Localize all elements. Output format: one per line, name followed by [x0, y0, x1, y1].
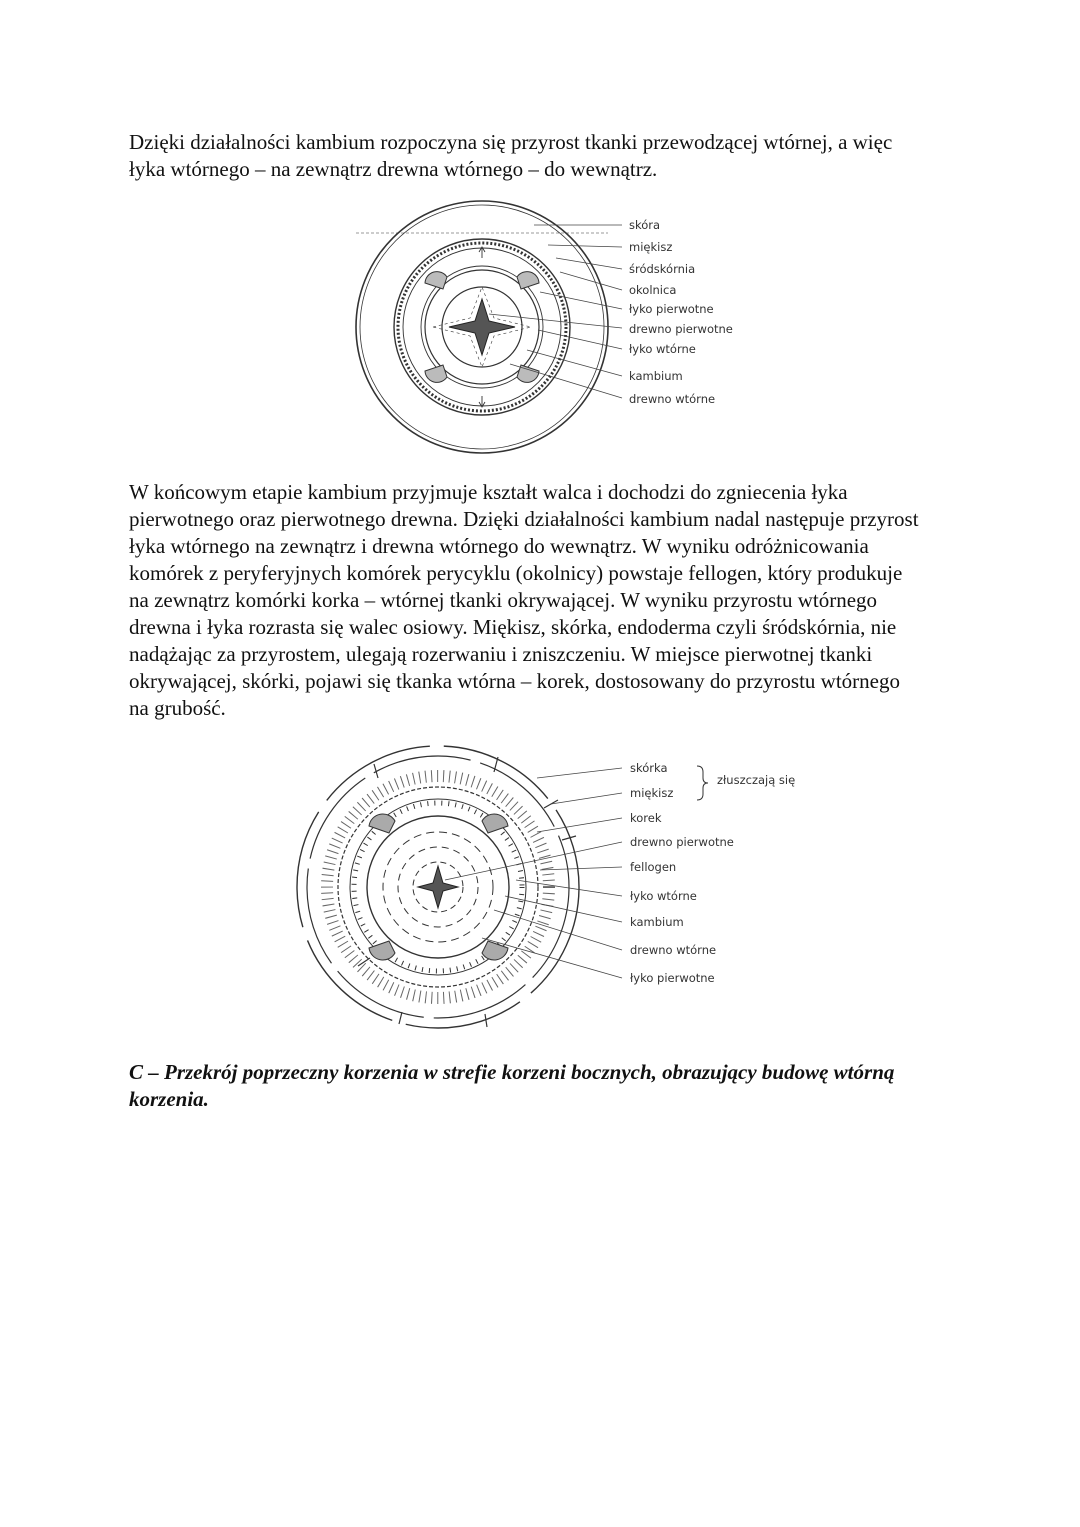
- intro-line: Dzięki działalności kambium rozpoczyna się przyrost tkanki przewodzącej wtórnej, a więc: [129, 130, 893, 154]
- label-srodskornia: śródskórnia: [629, 262, 696, 276]
- figure-early-secondary-root-section: [340, 195, 740, 460]
- figure1-labels: [629, 218, 733, 406]
- figure1-drawing: [356, 201, 608, 453]
- crushed-phloem-se: [482, 941, 508, 960]
- body-line: okrywającej, skórki, pojawi się tkanka wtórna – korek, dostosowany do przyrostu wtórnego: [129, 669, 900, 693]
- skin-tear-marks: [358, 757, 576, 1027]
- body-paragraph: [129, 479, 959, 722]
- label-fellogen: fellogen: [630, 860, 677, 874]
- figure2-leaders: [445, 768, 622, 978]
- body-line: na zewnątrz komórki korka – wtórnej tkanki okrywającej. W wyniku przyrostu wtórnego: [129, 588, 878, 612]
- label-drewno-wtorne-2: drewno wtórne: [630, 943, 717, 957]
- figure-late-secondary-root-section: [295, 735, 795, 1040]
- body-line: nadążając za przyrostem, ulegają rozerwaniu i zniszczeniu. W miejsce pierwotnej tkanki: [129, 642, 873, 666]
- label-lyko-wtorne-2: łyko wtórne: [630, 889, 697, 903]
- figure2-labels: [630, 761, 795, 985]
- body-line: drewna i łyka rozrasta się walec osiowy. Miękisz, skórka, endoderma czyli śródskórnia, nie: [129, 615, 897, 639]
- label-drewno-pierwotne: drewno pierwotne: [629, 322, 733, 336]
- section-caption: [129, 1059, 959, 1113]
- figure1-leaders: [489, 225, 622, 398]
- label-skorka: skórka: [630, 761, 668, 775]
- label-kambium-2: kambium: [630, 915, 684, 929]
- caption-line: korzenia.: [129, 1087, 209, 1111]
- label-lyko-pierwotne: łyko pierwotne: [629, 302, 714, 316]
- body-line: pierwotnego oraz pierwotnego drewna. Dzięki działalności kambium nadal następuje przyrost: [129, 507, 919, 531]
- intro-line: łyka wtórnego – na zewnątrz drewna wtórnego – do wewnątrz.: [129, 157, 658, 181]
- label-kambium: kambium: [629, 369, 683, 383]
- label-miekisz-2: miękisz: [630, 786, 674, 800]
- primary-phloem-nw: [425, 272, 447, 289]
- body-line: W końcowym etapie kambium przyjmuje kształt walca i dochodzi do zgniecenia łyka: [129, 480, 848, 504]
- primary-xylem-star-2: [418, 866, 458, 908]
- label-miekisz: miękisz: [629, 240, 673, 254]
- label-korek: korek: [630, 811, 662, 825]
- body-line: komórek z peryferyjnych komórek perycyklu (okolnicy) powstaje fellogen, który produkuje: [129, 561, 903, 585]
- primary-phloem-sw: [425, 365, 447, 382]
- primary-phloem-se: [517, 365, 539, 382]
- crushed-phloem-ne: [482, 814, 508, 833]
- body-line: łyka wtórnego na zewnątrz i drewna wtórnego do wewnątrz. W wyniku odróżnicowania: [129, 534, 869, 558]
- label-lyko-pierwotne-2: łyko pierwotne: [630, 971, 715, 985]
- brace-bracket: [697, 766, 708, 800]
- figure2-drawing: [297, 746, 579, 1028]
- label-drewno-wtorne: drewno wtórne: [629, 392, 716, 406]
- primary-xylem-star: [449, 299, 515, 355]
- label-skora: skóra: [629, 218, 661, 232]
- crushed-phloem-nw: [369, 814, 395, 833]
- caption-line: C – Przekrój poprzeczny korzenia w strefie korzeni bocznych, obrazujący budowę wtórną: [129, 1060, 895, 1084]
- primary-phloem-ne: [517, 272, 539, 289]
- intro-paragraph: [129, 129, 959, 183]
- label-okolnica: okolnica: [629, 283, 677, 297]
- label-lyko-wtorne: łyko wtórne: [629, 342, 696, 356]
- label-drewno-pierwotne-2: drewno pierwotne: [630, 835, 734, 849]
- label-zluszczaja-sie: złuszczają się: [717, 773, 796, 787]
- body-line: na grubość.: [129, 696, 226, 720]
